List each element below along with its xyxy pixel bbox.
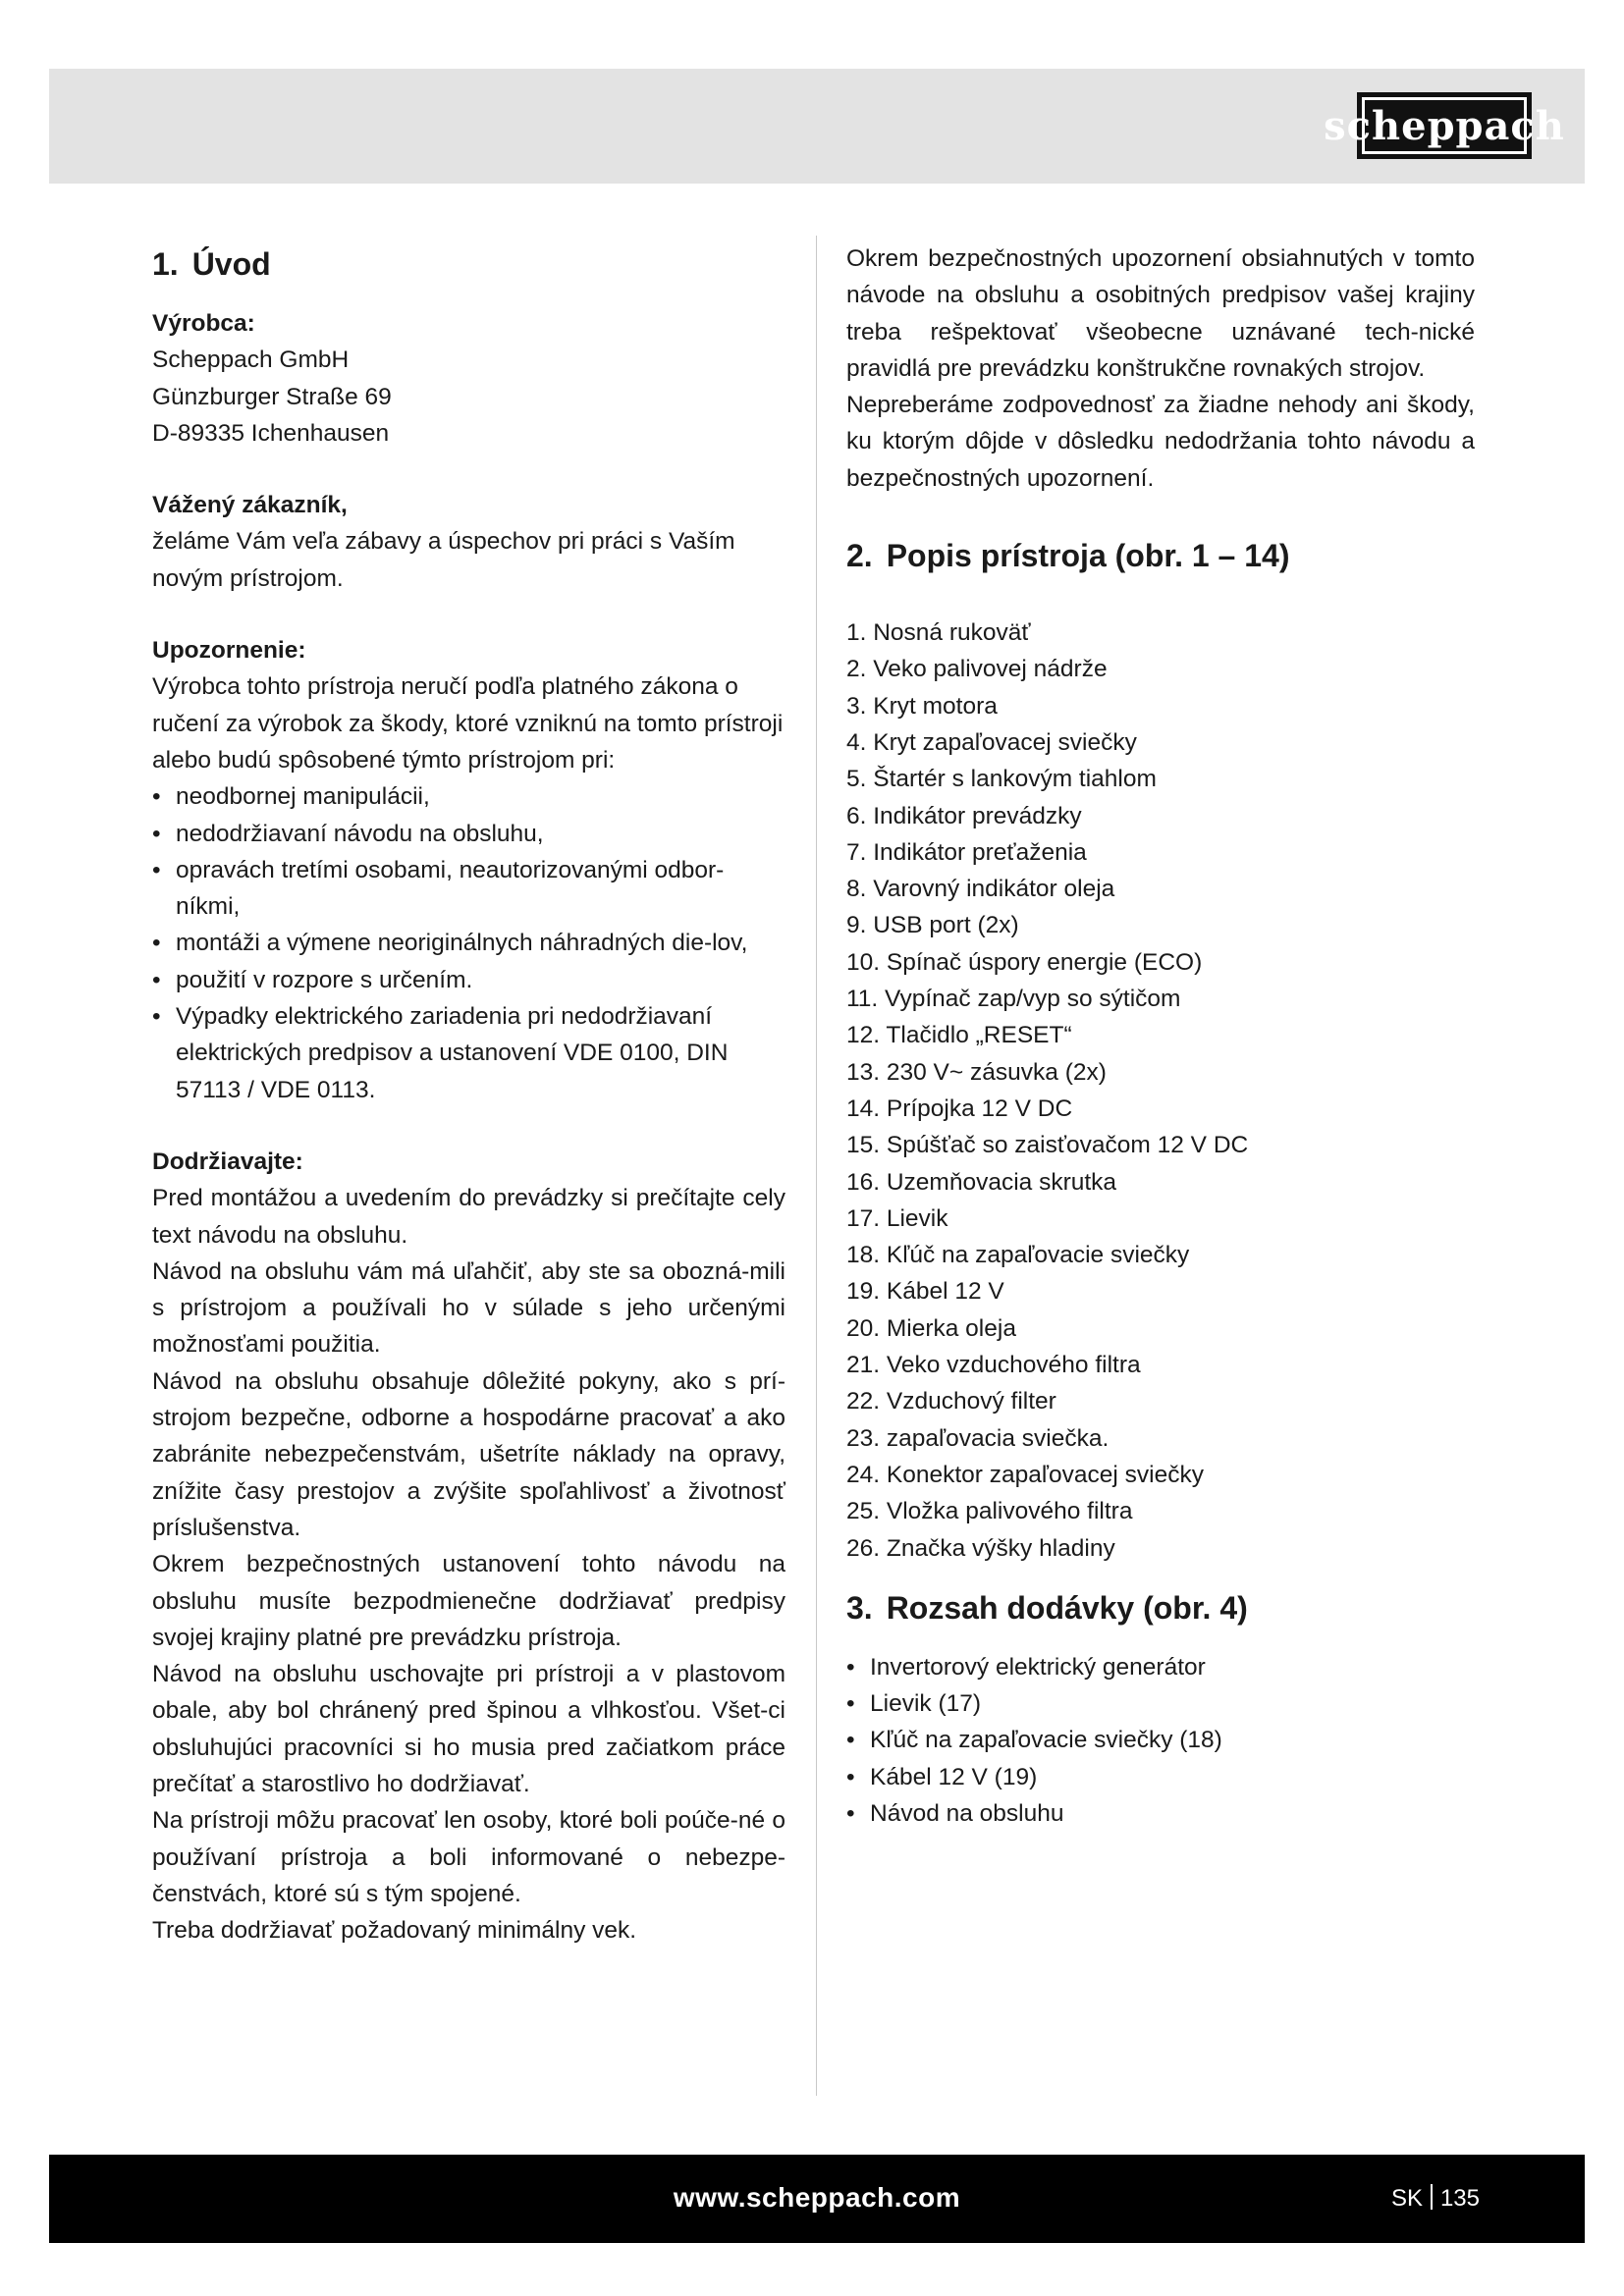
part-item: 8. Varovný indikátor oleja <box>846 876 1115 903</box>
column-divider <box>816 236 817 2096</box>
observe-paragraph: Okrem bezpečnostných ustanovení tohto návodu na obsluhu musíte bezpodmienečne dodržiavať predpisy svojej krajiny platné pre prevádzku prístroja. <box>152 1551 785 1651</box>
manufacturer-line: Scheppach GmbH <box>152 347 350 374</box>
list-item: • použití v rozpore s určením. <box>152 962 785 998</box>
list-item: • Invertorový elektrický generátor <box>846 1649 1475 1685</box>
observe-paragraph: Na prístroji môžu pracovať len osoby, ktoré boli poúče-né o používaní prístroja a boli informované o nebezpe-čenstvách, ktoré sú s tým spojené. <box>152 1807 785 1907</box>
observe-paragraph: Pred montážou a uvedením do prevádzky si prečítajte cely text návodu na obsluhu. <box>152 1185 785 1249</box>
note-list <box>152 778 785 1108</box>
part-item: 14. Prípojka 12 V DC <box>846 1095 1073 1122</box>
part-item: 15. Spúšťač so zaisťovačom 12 V DC <box>846 1132 1249 1159</box>
part-item: 16. Uzemňovacia skrutka <box>846 1168 1117 1196</box>
part-item: 21. Veko vzduchového filtra <box>846 1352 1141 1379</box>
part-item: 26. Značka výšky hladiny <box>846 1534 1115 1562</box>
part-item: 23. zapaľovacia sviečka. <box>846 1424 1110 1452</box>
section-2-heading: 2. Popis prístroja (obr. 1 – 14) <box>846 538 1290 574</box>
footer-bar <box>49 2155 1585 2243</box>
dear-customer-text: želáme Vám veľa zábavy a úspechov pri práci s Vaším novým prístrojom. <box>152 528 735 592</box>
right-column <box>846 240 1475 1832</box>
list-item: • Kábel 12 V (19) <box>846 1759 1475 1795</box>
list-item: • Výpadky elektrického zariadenia pri nedodržiavaní elektrických predpisov a ustanovení VDE 0100, DIN 57113 / VDE 0113. <box>152 998 785 1108</box>
observe-paragraph: Návod na obsluhu uschovajte pri prístroji a v plastovom obale, aby bol chránený pred špinou a vlhkosťou. Všet-ci obsluhujúci pracovníci si ho musia pred začiatkom práce prečítať a starostlivo ho dodržiavať. <box>152 1661 785 1797</box>
part-item: 20. Mierka oleja <box>846 1314 1016 1342</box>
manufacturer-line: Günzburger Straße 69 <box>152 383 392 410</box>
part-item: 3. Kryt motora <box>846 692 998 720</box>
observe-label: Dodržiavajte: <box>152 1148 303 1175</box>
intro-paragraph: Okrem bezpečnostných upozornení obsiahnutých v tomto návode na obsluhu a osobitných predpisov vašej krajiny treba rešpektovať všeobecne uznávané tech-nické pravidlá pre prevádzku konštrukčne rovnakých strojov. <box>846 245 1475 382</box>
observe-paragraph: Treba dodržiavať požadovaný minimálny vek. <box>152 1917 637 1945</box>
section-3-heading: 3. Rozsah dodávky (obr. 4) <box>846 1589 1248 1626</box>
delivery-list <box>846 1649 1475 1832</box>
part-item: 22. Vzduchový filter <box>846 1388 1056 1415</box>
part-item: 19. Kábel 12 V <box>846 1278 1004 1306</box>
part-item: 18. Kľúč na zapaľovacie sviečky <box>846 1242 1190 1269</box>
manufacturer-line: D-89335 Ichenhausen <box>152 419 390 447</box>
part-item: 12. Tlačidlo „RESET“ <box>846 1022 1072 1049</box>
part-item: 2. Veko palivovej nádrže <box>846 656 1108 683</box>
part-item: 17. Lievik <box>846 1204 948 1232</box>
header-band <box>49 69 1585 184</box>
dear-customer-label: Vážený zákazník, <box>152 492 348 519</box>
list-item: • nedodržiavaní návodu na obsluhu, <box>152 816 785 852</box>
list-item: • neodbornej manipulácii, <box>152 778 785 815</box>
part-item: 9. USB port (2x) <box>846 912 1019 939</box>
intro-paragraph: Nepreberáme zodpovednosť za žiadne nehody ani škody, ku ktorým dôjde v dôsledku nedodržania tohto návodu a bezpečnostných upozornení. <box>846 392 1475 492</box>
part-item: 13. 230 V~ zásuvka (2x) <box>846 1058 1107 1086</box>
website-link[interactable]: www.scheppach.com <box>673 2182 961 2213</box>
part-item: 10. Spínač úspory energie (ECO) <box>846 948 1203 976</box>
section-1-heading: 1. Úvod <box>152 246 271 282</box>
part-item: 6. Indikátor prevádzky <box>846 802 1082 829</box>
list-item: • Lievik (17) <box>846 1685 1475 1722</box>
page-number: SK 135 <box>1390 2185 1480 2212</box>
list-item: • Návod na obsluhu <box>846 1795 1475 1832</box>
part-item: 24. Konektor zapaľovacej sviečky <box>846 1461 1204 1488</box>
scheppach-logo: scheppach <box>1357 92 1532 159</box>
part-item: 7. Indikátor preťaženia <box>846 838 1087 866</box>
observe-paragraph: Návod na obsluhu obsahuje dôležité pokyny, ako s prí-strojom bezpečne, odborne a hospodárne pracovať a ako zabránite nebezpečenstvám, ušetríte náklady na opravy, znížite časy prestojov a zvýšite spoľahlivosť a životnosť príslušenstva. <box>152 1367 785 1541</box>
part-item: 4. Kryt zapaľovacej sviečky <box>846 728 1137 756</box>
list-item: • opravách tretími osobami, neautorizovanými odbor-níkmi, <box>152 852 785 926</box>
part-item: 5. Štartér s lankovým tiahlom <box>846 766 1157 793</box>
part-item: 25. Vložka palivového filtra <box>846 1498 1133 1525</box>
observe-paragraph: Návod na obsluhu vám má uľahčiť, aby ste sa obozná-mili s prístrojom a používali ho v súlade s jeho určenými možnosťami použitia. <box>152 1257 785 1359</box>
part-item: 11. Vypínač zap/vyp so sýtičom <box>846 986 1181 1013</box>
note-text: Výrobca tohto prístroja neručí podľa platného zákona o ručení za výrobok za škody, ktoré vzniknú na tomto prístroji alebo budú spôsobené týmto prístrojom pri: <box>152 673 784 774</box>
note-label: Upozornenie: <box>152 637 306 665</box>
list-item: • montáži a výmene neoriginálnych náhradných die-lov, <box>152 925 785 961</box>
list-item: • Kľúč na zapaľovacie sviečky (18) <box>846 1722 1475 1758</box>
part-item: 1. Nosná rukoväť <box>846 619 1031 647</box>
manufacturer-label: Výrobca: <box>152 310 255 337</box>
left-column <box>152 240 785 1949</box>
parts-list <box>846 614 1475 1567</box>
